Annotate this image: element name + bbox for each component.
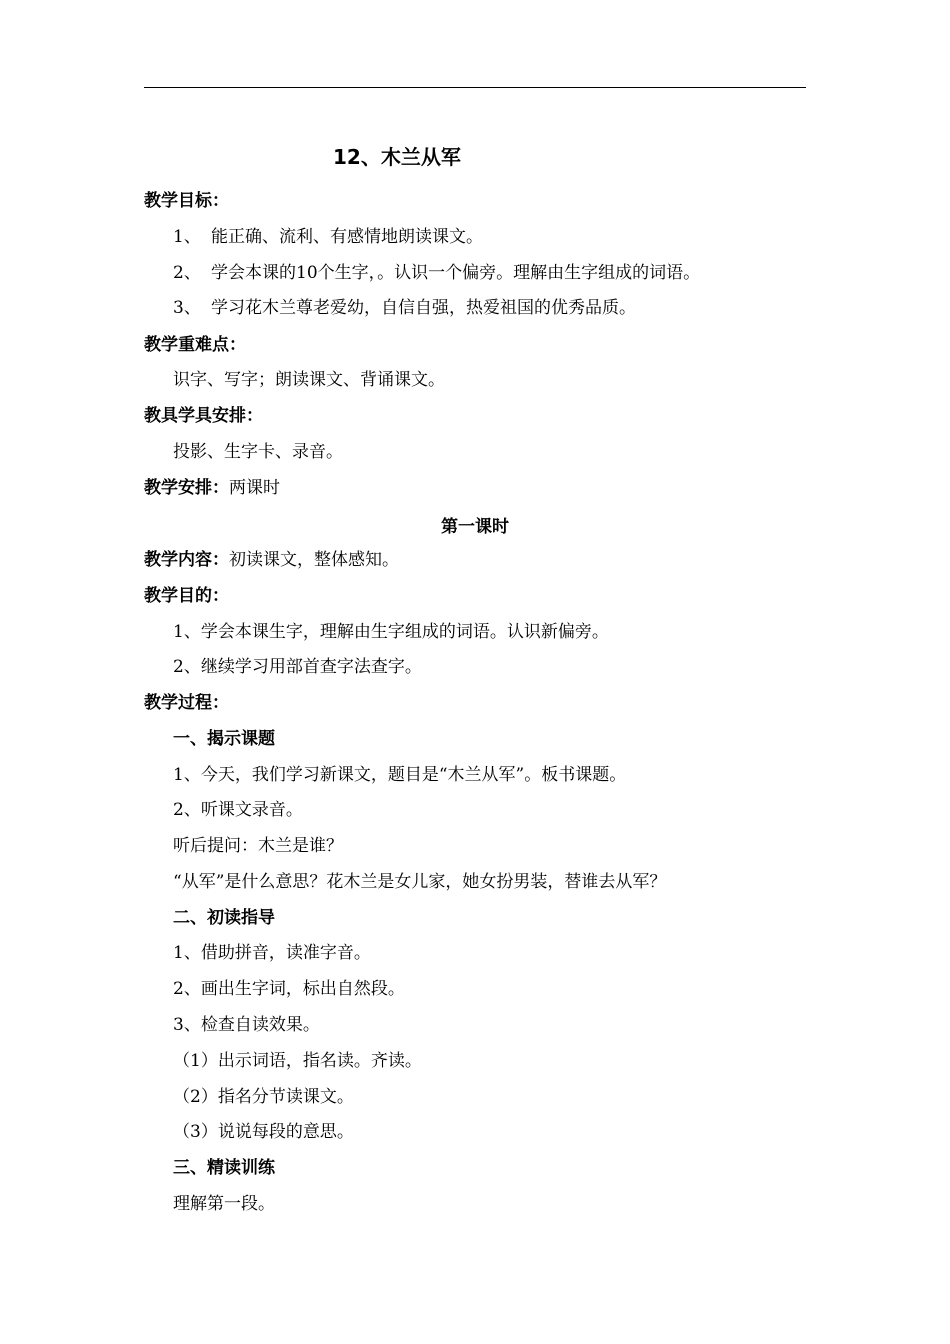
goal-num: 1、 (173, 227, 201, 247)
goal-item (173, 298, 636, 318)
goal-num: 3、 (173, 298, 201, 318)
goal-item (173, 263, 700, 283)
part2-item: 2、画出生字词，标出自然段。 (173, 979, 405, 999)
goal-item (173, 227, 483, 247)
goal-text: 学习花木兰尊老爱幼，自信自强，热爱祖国的优秀品质。 (211, 298, 636, 318)
part2-item: （3）说说每段的意思。 (173, 1122, 354, 1142)
goal-num: 2、 (173, 263, 201, 283)
lesson-title: 第一课时 (441, 517, 509, 537)
arrange-heading: 教学安排： (144, 478, 229, 498)
process-heading: 教学过程： (144, 693, 229, 713)
content-heading: 教学内容： (144, 550, 229, 570)
part2-item: 1、借助拼音，读准字音。 (173, 943, 371, 963)
purpose-item: 1、学会本课生字，理解由生字组成的词语。认识新偏旁。 (173, 622, 609, 642)
tools-heading: 教具学具安排： (144, 406, 263, 426)
header-rule (144, 87, 806, 88)
part3-heading: 三、精读训练 (173, 1158, 275, 1178)
tools-text: 投影、生字卡、录音。 (173, 442, 343, 462)
key-heading: 教学重难点： (144, 335, 246, 355)
goal-text: 学会本课的10个生字，。认识一个偏旁。理解由生字组成的词语。 (211, 263, 701, 283)
part1-item: 1、今天，我们学习新课文，题目是“木兰从军”。板书课题。 (173, 765, 627, 785)
part2-item: （1）出示词语，指名读。齐读。 (173, 1051, 422, 1071)
part3-text: 理解第一段。 (173, 1194, 275, 1214)
arrange-line (144, 478, 280, 498)
content-line (144, 550, 399, 570)
purpose-heading: 教学目的： (144, 586, 229, 606)
part2-heading: 二、初读指导 (173, 908, 275, 928)
goal-text: 能正确、流利、有感情地朗读课文。 (211, 227, 483, 247)
part1-item: 2、听课文录音。 (173, 800, 303, 820)
part1-heading: 一、揭示课题 (173, 729, 275, 749)
arrange-text: 两课时 (229, 478, 280, 498)
page-title: 12、木兰从军 (333, 145, 461, 169)
goals-heading: 教学目标： (144, 191, 229, 211)
purpose-item: 2、继续学习用部首查字法查字。 (173, 657, 422, 677)
part2-item: （2）指名分节读课文。 (173, 1087, 354, 1107)
part2-item: 3、检查自读效果。 (173, 1015, 320, 1035)
key-text: 识字、写字；朗读课文、背诵课文。 (173, 370, 445, 390)
part1-question: “从军”是什么意思？花木兰是女儿家，她女扮男装，替谁去从军？ (173, 872, 667, 892)
part1-item: 听后提问：木兰是谁？ (173, 836, 343, 856)
content-text: 初读课文，整体感知。 (229, 550, 399, 570)
